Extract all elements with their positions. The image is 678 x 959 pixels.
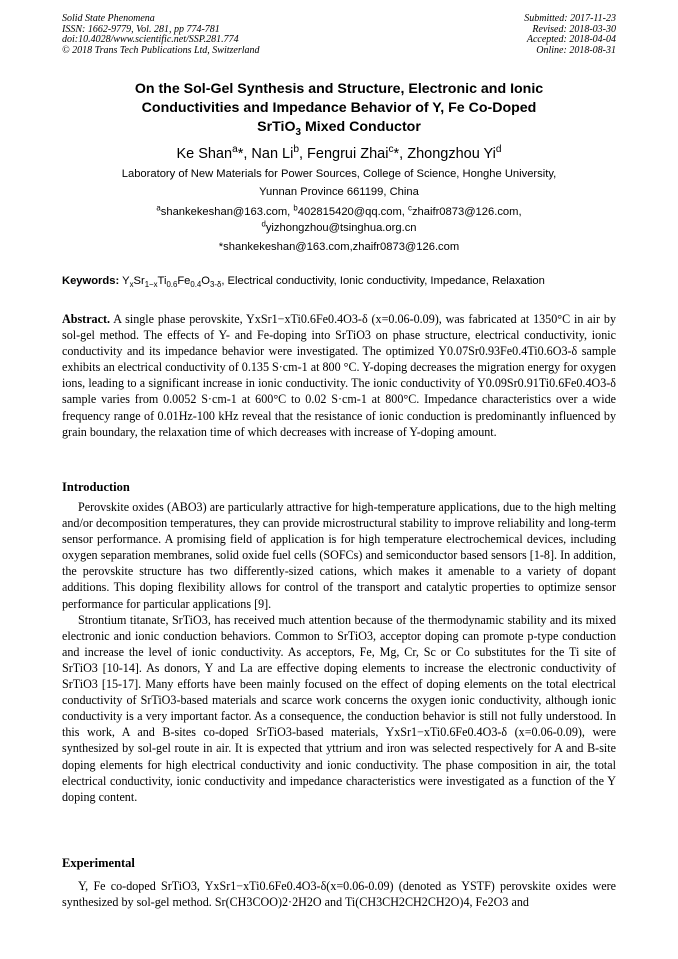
copyright-line: © 2018 Trans Tech Publications Ltd, Switzerland	[62, 44, 260, 56]
experimental-heading: Experimental	[62, 856, 135, 870]
title-line-1: On the Sol-Gel Synthesis and Structure, Electronic and Ionic	[134, 81, 544, 97]
affiliation: Laboratory of New Materials for Power Sources, College of Science, Honghe University, Yunnan Province 661199, China	[121, 168, 557, 198]
abstract-text: A single phase perovskite, YxSr1−xTi0.6Fe0.4O3-δ (x=0.06-0.09), was fabricated at 1350°C in air by sol-gel method. The effects of Y- and Fe-doping into SrTiO3 on phase structure, electrical conductivity, ionic conductivity and its impedance behavior were investigated. The optimized Y0.07Sr0.93Fe0.4Ti0.6O3-δ sample exhibits an electrical conductivity of 0.135 S·cm-1 at 800 °C. Y-doping decreases the migration energy for oxygen ions, leading to a significant increase in ionic conductivity. The ionic conductivity of Y0.09Sr0.91Ti0.6Fe0.4O3-δ sample varies from 0.0052 S·cm-1 at 600°C to 0.02 S·cm-1 at 800°C. Impedance characteristics over a wide frequency range of 0.01Hz-100 kHz reveal that the resistance of ionic conduction is predominantly influenced by grain boundary, the relaxation time of which decreases with increase of Y-doping amount.	[62, 312, 616, 439]
doi-line: doi:10.4028/www.scientific.net/SSP.281.774	[62, 34, 239, 45]
revised-date: Revised: 2018-03-30	[532, 23, 616, 35]
keywords: Keywords: $Y_xSr_{1-x}Ti_{0.6}Fe_{0.4}O_{3-\delta}$, Electrical conductivity, Ionic conductivity, Impedance, Relaxation	[62, 275, 545, 290]
author-1: Ke Shan	[176, 146, 233, 162]
email-d[interactable]: yizhongzhou@tsinghua.org.cn	[265, 221, 417, 234]
accepted-date: Accepted: 2018-04-04	[526, 34, 616, 45]
publication-dates	[524, 14, 616, 56]
paper-title	[70, 80, 608, 137]
abstract	[62, 311, 616, 440]
intro-paragraph-2: Strontium titanate, SrTiO3, has received much attention because of the thermodynamic stability and its mixed electronic and ionic conduction behaviors. Common to SrTiO3, acceptor doping can promote p-type conduction and increase the level of ionic conductivity. As acceptors, Fe, Mg, Cr, Sc or Co substitutes for the Ti site of SrTiO3 [10-14]. As donors, Y and La are effective doping elements to increase the electronic conductivity of SrTiO3 [15-17]. Many efforts have been mainly focused on the effect of doping elements on the total electrical conductivity of SrTiO3-based materials and scarce work concerns the oxygen ionic conductivity, although ionic conductivity is a very important factor. As a consequence, the conduction behavior is still not fully understood. In this work, A and B-sites co-doped SrTiO3-based materials, YxSr1−xTi0.6Fe0.4O3-δ (x=0.06-0.09), were synthesized by sol-gel route in air. It is expected that yttrium and iron was selected respectively for A and B-site doping elements for high electrical conductivity and ionic conductivity. The phase composition in air, the total electrical conductivity, ionic conductivity and impedance characteristics were investigated as a function of the Y doping content.	[62, 612, 616, 804]
journal-name: Solid State Phenomena	[62, 13, 155, 24]
author-4: Zhongzhou Yi	[407, 146, 496, 162]
submitted-date: Submitted: 2017-11-23	[524, 13, 616, 24]
author-2: Nan Li	[251, 146, 294, 162]
email-c[interactable]: zhaifr0873@126.com,	[411, 206, 522, 218]
title-line-2: Conductivities and Impedance Behavior of Y, Fe Co-Doped	[141, 100, 537, 116]
experimental-paragraph-1: Y, Fe co-doped SrTiO3, YxSr1−xTi0.6Fe0.4O3-δ(x=0.06-0.09) (denoted as YSTF) perovskite oxides were synthesized by sol-gel method. Sr(CH3COO)2·2H2O and Ti(CH3CH2CH2CH2O)4, Fe2O3 and	[62, 879, 616, 910]
author-emails: $^a$shankekeshan@163.com, $^b$402815420@qq.com, $^c$zhaifr0873@126.com, $^d$yizhongzhou@tsinghua.org.cn	[156, 203, 522, 234]
title-line-3: SrTiO$_3$ Mixed Conductor	[257, 119, 421, 138]
intro-paragraph-1: Perovskite oxides (ABO3) are particularly attractive for high-temperature applications, due to the high melting and/or decomposition temperatures, they can provide microstructural stability to improve reliability and long-term sensor performance. A promising field of application is for high temperature electrochemical devices, including oxygen separation membranes, solid oxide fuel cells (SOFCs) and semiconductor based sensors [1-8]. In addition, the perovskite structure has two differently-sized cations, which makes it amenable to a variety of dopant additions. This doping flexibility allows for control of the transport and catalytic properties to optimize sensor performance for particular applications [9].	[62, 500, 616, 611]
introduction-heading: Introduction	[62, 480, 130, 494]
issn-line: ISSN: 1662-9779, Vol. 281, pp 774-781	[62, 23, 220, 35]
email-a[interactable]: shankekeshan@163.com,	[160, 206, 294, 218]
author-list: Ke Shan$^a$*, Nan Li$^b$, Fengrui Zhai$^c$*, Zhongzhou Yi$^d$	[176, 144, 502, 162]
email-b[interactable]: 402815420@qq.com,	[297, 206, 409, 218]
keywords-text: , Electrical conductivity, Ionic conductivity, Impedance, Relaxation	[221, 275, 545, 287]
introduction-body	[62, 499, 616, 805]
online-date: Online: 2018-08-31	[536, 44, 616, 56]
keywords-label: Keywords:	[62, 275, 120, 287]
corresponding-emails: *shankekeshan@163.com,zhaifr0873@126.com	[218, 241, 460, 253]
abstract-label: Abstract.	[62, 312, 111, 326]
experimental-body	[62, 878, 616, 910]
journal-info	[62, 14, 260, 56]
author-3: Fengrui Zhai	[307, 146, 389, 162]
